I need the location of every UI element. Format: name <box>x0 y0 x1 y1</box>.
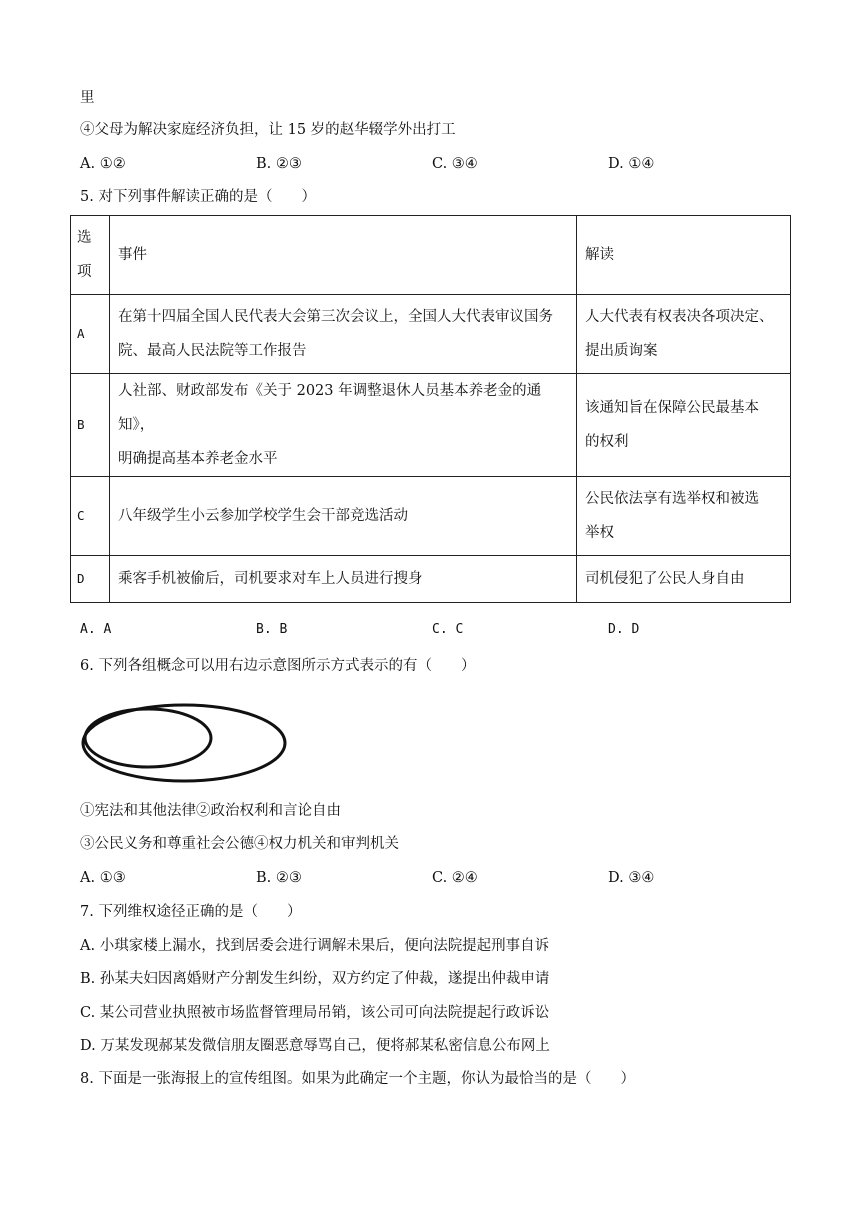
q5-table <box>70 215 791 603</box>
event-cell <box>110 477 577 556</box>
row-label: A <box>71 295 110 374</box>
q5-stem: 5. 对下列事件解读正确的是（ ） <box>80 189 316 205</box>
event-line: 乘客手机被偷后，司机要求对车上人员进行搜身 <box>118 571 423 587</box>
table-row <box>71 556 791 603</box>
q4-option-c[interactable]: C. ③④ <box>432 156 478 172</box>
q6-line-2: ③公民义务和尊重社会公德④权力机关和审判机关 <box>80 836 399 852</box>
event-line: 在第十四届全国人民代表大会第三次会议上，全国人大代表审议国务 <box>118 309 553 325</box>
row-label: B <box>71 374 110 477</box>
table-row <box>71 295 791 374</box>
reading-line: 举权 <box>585 525 614 541</box>
q6-option-a[interactable]: A. ①③ <box>80 870 126 886</box>
event-line: 八年级学生小云参加学校学生会干部竞选活动 <box>118 508 408 524</box>
event-line: 院、最高人民法院等工作报告 <box>118 343 307 359</box>
event-cell <box>110 556 577 603</box>
header-option-line2: 项 <box>77 264 92 280</box>
q4-option-d[interactable]: D. ①④ <box>608 156 655 172</box>
q4-option-a[interactable]: A. ①② <box>80 156 126 172</box>
q5-option-b[interactable]: B. B <box>256 622 288 637</box>
event-line: 明确提高基本养老金水平 <box>118 451 278 467</box>
reading-line: 公民依法享有选举权和被选 <box>585 491 759 507</box>
q7-option-c[interactable]: C. 某公司营业执照被市场监督管理局吊销，该公司可向法院提起行政诉讼 <box>80 1005 550 1021</box>
header-option-line1: 选 <box>77 230 92 246</box>
event-cell <box>110 374 577 477</box>
q7-option-d[interactable]: D. 万某发现郝某发微信朋友圈恶意辱骂自己，便将郝某私密信息公布网上 <box>80 1038 550 1054</box>
q4-option-b[interactable]: B. ②③ <box>256 156 302 172</box>
reading-cell <box>577 295 791 374</box>
inner-ellipse <box>85 709 211 767</box>
q6-option-b[interactable]: B. ②③ <box>256 870 302 886</box>
q4-item-4: ④父母为解决家庭经济负担，让 15 岁的赵华辍学外出打工 <box>80 122 456 138</box>
row-label: D <box>71 556 110 603</box>
table-row <box>71 374 791 477</box>
reading-line: 人大代表有权表决各项决定、 <box>585 309 774 325</box>
q7-stem: 7. 下列维权途径正确的是（ ） <box>80 904 302 920</box>
reading-cell <box>577 477 791 556</box>
q8-stem: 8. 下面是一张海报上的宣传组图。如果为此确定一个主题，你认为最恰当的是（ ） <box>80 1071 635 1087</box>
header-option-cell <box>71 216 110 295</box>
header-reading-cell: 解读 <box>577 216 791 295</box>
q7-option-b[interactable]: B. 孙某夫妇因离婚财产分割发生纠纷，双方约定了仲裁，遂提出仲裁申请 <box>80 971 550 987</box>
outer-ellipse <box>83 705 285 781</box>
reading-cell <box>577 556 791 603</box>
reading-line: 司机侵犯了公民人身自由 <box>585 571 745 587</box>
reading-cell <box>577 374 791 477</box>
q5-option-d[interactable]: D. D <box>608 622 640 637</box>
table-row <box>71 477 791 556</box>
event-line: 人社部、财政部发布《关于 2023 年调整退休人员基本养老金的通知》， <box>118 383 542 433</box>
header-event-cell: 事件 <box>110 216 577 295</box>
q6-option-c[interactable]: C. ②④ <box>432 870 478 886</box>
q6-option-d[interactable]: D. ③④ <box>608 870 655 886</box>
reading-line: 该通知旨在保障公民最基本 <box>585 400 759 416</box>
reading-line: 提出质询案 <box>585 343 658 359</box>
nested-ellipse-diagram <box>80 700 290 786</box>
event-cell <box>110 295 577 374</box>
q6-stem: 6. 下列各组概念可以用右边示意图所示方式表示的有（ ） <box>80 658 476 674</box>
top-fragment: 里 <box>80 90 95 106</box>
q6-line-1: ①宪法和其他法律②政治权利和言论自由 <box>80 803 341 819</box>
q5-option-c[interactable]: C. C <box>432 622 464 637</box>
table-header-row <box>71 216 791 295</box>
q7-option-a[interactable]: A. 小琪家楼上漏水，找到居委会进行调解未果后，便向法院提起刑事自诉 <box>80 938 550 954</box>
row-label: C <box>71 477 110 556</box>
q5-option-a[interactable]: A. A <box>80 622 112 637</box>
reading-line: 的权利 <box>585 434 629 450</box>
